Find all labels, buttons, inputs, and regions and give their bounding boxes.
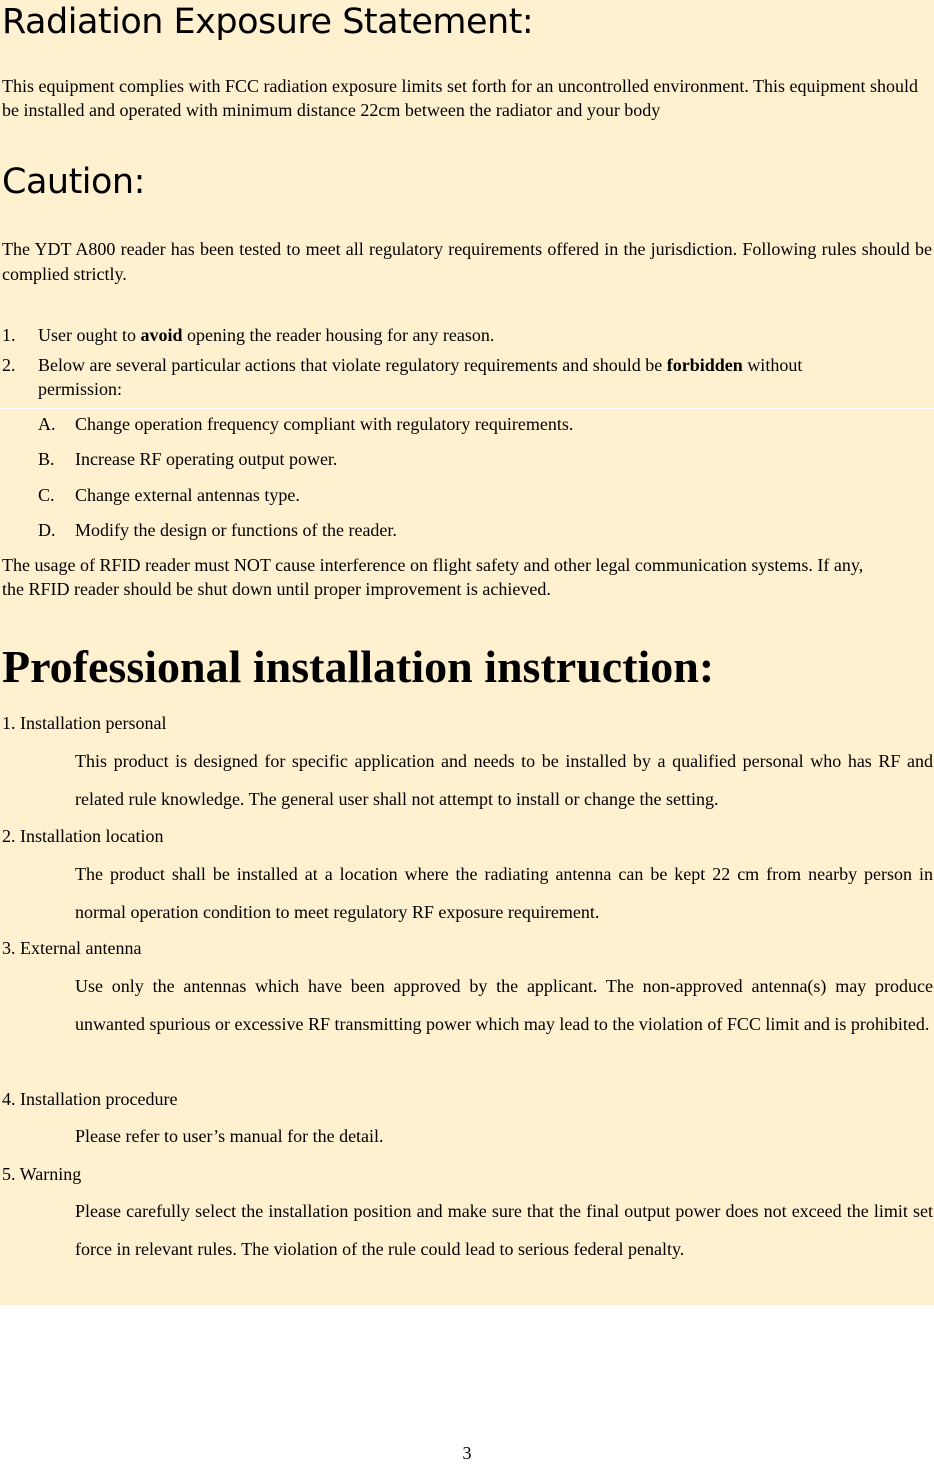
action-letter: D. [38, 520, 56, 540]
section-body: Please refer to user’s manual for the detail. [75, 1126, 384, 1146]
radiation-body: This equipment complies with FCC radiation exposure limits set forth for an uncontrolled environment. This equipment should be installed and operated with minimum distance 22cm between the radiator and your body [2, 76, 919, 120]
section-title: 3. External antenna [2, 938, 142, 958]
rule-text-post: without [742, 355, 803, 375]
rule-text [38, 323, 494, 347]
page-number: 3 [462, 1443, 472, 1463]
section-body: Please carefully select the installation position and make sure that the final output power does not exceed the limit set force in relevant rules. The violation of the rule could lead to serious federal penalty. [75, 1201, 933, 1259]
action-letter: B. [38, 449, 55, 469]
rule-item [2, 353, 932, 401]
action-text: Change external antennas type. [75, 485, 300, 505]
action-item [38, 518, 928, 542]
action-item [38, 447, 928, 471]
radiation-heading: Radiation Exposure Statement: [2, 2, 534, 42]
section-title: 4. Installation procedure [2, 1089, 178, 1109]
action-text: Modify the design or functions of the reader. [75, 520, 397, 540]
section-title: 5. Warning [2, 1164, 82, 1184]
rule-emphasis: forbidden [666, 355, 743, 375]
rule-number: 2. [2, 355, 16, 375]
action-item [38, 483, 928, 507]
rule-item [2, 323, 932, 347]
rule-number: 1. [2, 325, 16, 345]
action-letter: A. [38, 414, 56, 434]
section-body: The product shall be installed at a location where the radiating antenna can be kept 22 cm from nearby person in normal operation condition to meet regulatory RF exposure requirement. [75, 864, 933, 922]
caution-heading: Caution: [2, 162, 145, 202]
divider [0, 408, 934, 409]
section-body: Use only the antennas which have been approved by the applicant. The non-approved antenna(s) may produce unwanted spurious or excessive RF transmitting power which may lead to the violation of FCC limit and is prohibited. [75, 976, 933, 1034]
rule-text [38, 353, 802, 377]
rule-text-continuation: permission: [38, 379, 122, 399]
rule-text-pre: Below are several particular actions that violate regulatory requirements and should be [38, 355, 667, 375]
action-letter: C. [38, 485, 55, 505]
rule-emphasis: avoid [140, 325, 183, 345]
rule-text-pre: User ought to [38, 325, 141, 345]
section-title: 1. Installation personal [2, 713, 167, 733]
professional-heading: Professional installation instruction: [2, 641, 715, 692]
usage-paragraph: The usage of RFID reader must NOT cause interference on flight safety and other legal communication systems. If any, the RFID reader should be shut down until proper improvement is achieved. [2, 555, 864, 599]
section-body: This product is designed for specific application and needs to be installed by a qualified personal who has RF and related rule knowledge. The general user shall not attempt to install or change the setting. [75, 751, 933, 809]
caution-intro: The YDT A800 reader has been tested to meet all regulatory requirements offered in the jurisdiction. Following rules should be complied strictly. [2, 239, 932, 284]
action-item [38, 412, 928, 436]
action-text: Increase RF operating output power. [75, 449, 338, 469]
action-text: Change operation frequency compliant with regulatory requirements. [75, 414, 574, 434]
section-title: 2. Installation location [2, 826, 164, 846]
rule-text-post: opening the reader housing for any reason. [182, 325, 495, 345]
